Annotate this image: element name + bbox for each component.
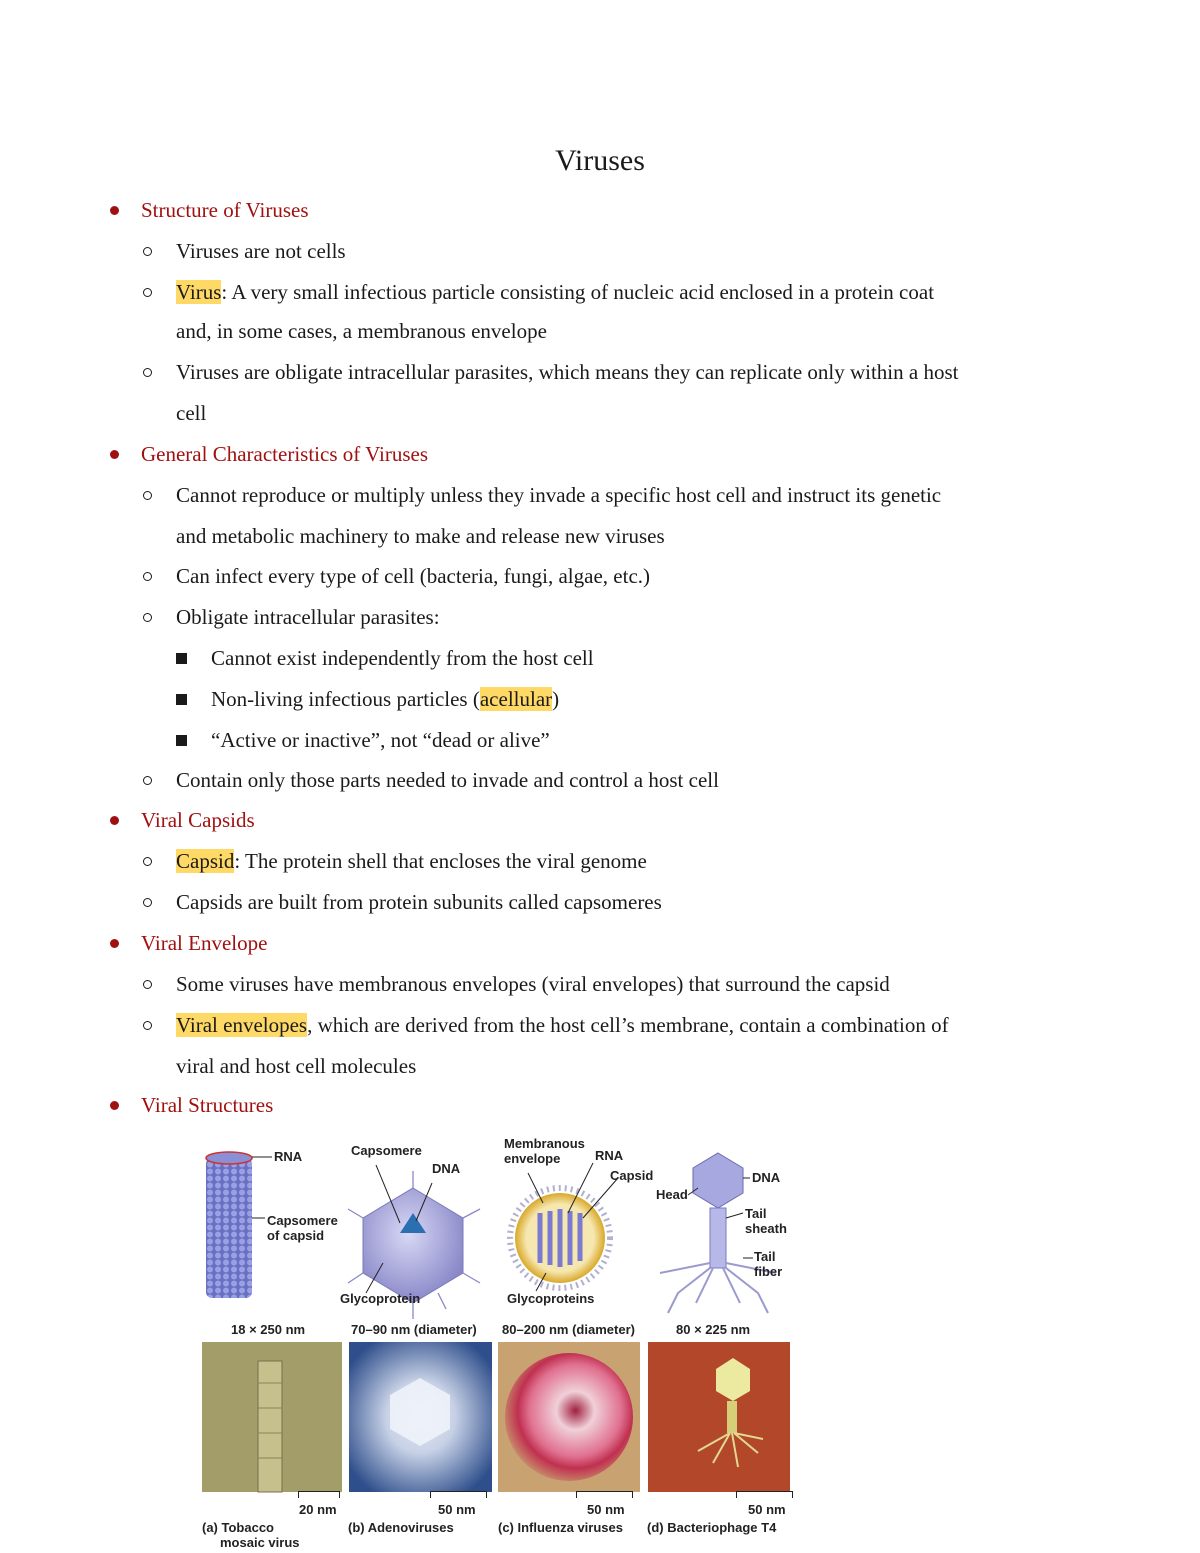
- sub-list-item: [211, 679, 559, 719]
- highlighted-term: Viral envelopes: [176, 1013, 308, 1037]
- page-title: Viruses: [555, 144, 645, 177]
- item-bullet: [143, 368, 152, 377]
- list-item: [176, 272, 934, 312]
- scale-label: 50 nm: [748, 1502, 786, 1517]
- list-item: Some viruses have membranous envelopes (viral envelopes) that surround the capsid: [176, 972, 890, 996]
- list-item: Obligate intracellular parasites:: [176, 605, 440, 629]
- item-text: : A very small infectious particle consisting of nucleic acid enclosed in a protein coat: [221, 280, 935, 304]
- item-bullet: [143, 613, 152, 622]
- list-item-continuation: and, in some cases, a membranous envelope: [176, 319, 547, 343]
- item-bullet: [143, 288, 152, 297]
- label-tail: Tail: [745, 1206, 767, 1221]
- item-text: : The protein shell that encloses the viral genome: [234, 849, 647, 873]
- label-dna: DNA: [432, 1161, 461, 1176]
- item-bullet: [143, 857, 152, 866]
- label-capsomere: Capsomere: [351, 1143, 422, 1158]
- label-rna: RNA: [595, 1148, 624, 1163]
- sub-item-bullet: [176, 694, 187, 705]
- list-item: Cannot reproduce or multiply unless they invade a specific host cell and instruct its genetic: [176, 483, 942, 507]
- label-rna: RNA: [274, 1149, 303, 1164]
- list-item-continuation: and metabolic machinery to make and release new viruses: [176, 524, 665, 548]
- caption-a: (a) Tobacco: [202, 1520, 274, 1535]
- scale-bar: [576, 1491, 633, 1498]
- list-item: Can infect every type of cell (bacteria, fungi, algae, etc.): [176, 564, 651, 588]
- highlighted-term: Virus: [176, 280, 222, 304]
- size-label: 70–90 nm (diameter): [351, 1322, 477, 1337]
- section-bullet: [110, 816, 119, 825]
- highlighted-term: acellular: [479, 687, 553, 711]
- label-membranous: Membranous: [504, 1136, 585, 1151]
- label-glycoprotein: Glycoprotein: [340, 1291, 421, 1306]
- list-item: [176, 841, 647, 881]
- label-envelope: envelope: [504, 1151, 561, 1166]
- item-text: Non-living infectious particles (: [211, 687, 480, 711]
- item-text: , which are derived from the host cell’s membrane, contain a combination of: [307, 1013, 949, 1037]
- micrograph-tmv: [202, 1342, 342, 1492]
- sub-item-bullet: [176, 653, 187, 664]
- label-glycoproteins: Glycoproteins: [507, 1291, 595, 1306]
- list-item-continuation: cell: [176, 401, 207, 425]
- list-item: [176, 1005, 949, 1045]
- caption-a-line2: mosaic virus: [220, 1535, 300, 1550]
- section-bullet: [110, 939, 119, 948]
- list-item: Viruses are obligate intracellular parasites, which means they can replicate only within a host: [176, 360, 959, 384]
- influenza-virus-diagram: [510, 1163, 618, 1291]
- section-heading-envelope: Viral Envelope: [141, 931, 268, 955]
- section-heading-structures: Viral Structures: [141, 1093, 274, 1117]
- sub-list-item: “Active or inactive”, not “dead or alive”: [211, 728, 550, 752]
- label-sheath: sheath: [745, 1221, 787, 1236]
- section-heading-characteristics: General Characteristics of Viruses: [141, 442, 428, 466]
- scale-label: 50 nm: [438, 1502, 476, 1517]
- caption-c: (c) Influenza viruses: [498, 1520, 623, 1535]
- item-text: ): [552, 687, 560, 711]
- item-bullet: [143, 980, 152, 989]
- size-label: 80–200 nm (diameter): [502, 1322, 635, 1337]
- size-label: 18 × 250 nm: [231, 1322, 306, 1337]
- item-bullet: [143, 776, 152, 785]
- scale-label: 50 nm: [587, 1502, 625, 1517]
- section-bullet: [110, 206, 119, 215]
- sub-list-item: Cannot exist independently from the host cell: [211, 646, 594, 670]
- sub-item-bullet: [176, 735, 187, 746]
- section-bullet: [110, 450, 119, 459]
- scale-bar: [298, 1491, 340, 1498]
- micrograph-bacteriophage: [648, 1342, 790, 1492]
- list-item: Capsids are built from protein subunits called capsomeres: [176, 890, 662, 914]
- item-bullet: [143, 247, 152, 256]
- list-item-continuation: viral and host cell molecules: [176, 1054, 417, 1078]
- label-head: Head: [656, 1187, 688, 1202]
- caption-b: (b) Adenoviruses: [348, 1520, 454, 1535]
- scale-bar: [430, 1491, 487, 1498]
- micrograph-influenza: [498, 1342, 640, 1492]
- label-fiber: fiber: [754, 1264, 783, 1279]
- item-bullet: [143, 572, 152, 581]
- micrograph-adenovirus: [349, 1342, 492, 1492]
- figure-illustrations: [198, 1133, 798, 1553]
- scale-bar: [736, 1491, 793, 1498]
- caption-d: (d) Bacteriophage T4: [647, 1520, 777, 1535]
- section-heading-capsids: Viral Capsids: [141, 808, 255, 832]
- viral-structures-figure: [198, 1133, 798, 1553]
- list-item: Contain only those parts needed to invade and control a host cell: [176, 768, 719, 792]
- size-label: 80 × 225 nm: [676, 1322, 751, 1337]
- item-bullet: [143, 1021, 152, 1030]
- list-item: Viruses are not cells: [176, 239, 346, 263]
- item-bullet: [143, 898, 152, 907]
- highlighted-term: Capsid: [176, 849, 235, 873]
- label-capsid: Capsid: [610, 1168, 654, 1183]
- label-capsomere: Capsomere: [267, 1213, 338, 1228]
- item-bullet: [143, 491, 152, 500]
- label-dna: DNA: [752, 1170, 781, 1185]
- section-heading-structure: Structure of Viruses: [141, 198, 309, 222]
- label-of-capsid: of capsid: [267, 1228, 325, 1243]
- label-tail-2: Tail: [754, 1249, 776, 1264]
- tobacco-mosaic-virus-diagram: [206, 1152, 272, 1298]
- section-bullet: [110, 1101, 119, 1110]
- scale-label: 20 nm: [299, 1502, 337, 1517]
